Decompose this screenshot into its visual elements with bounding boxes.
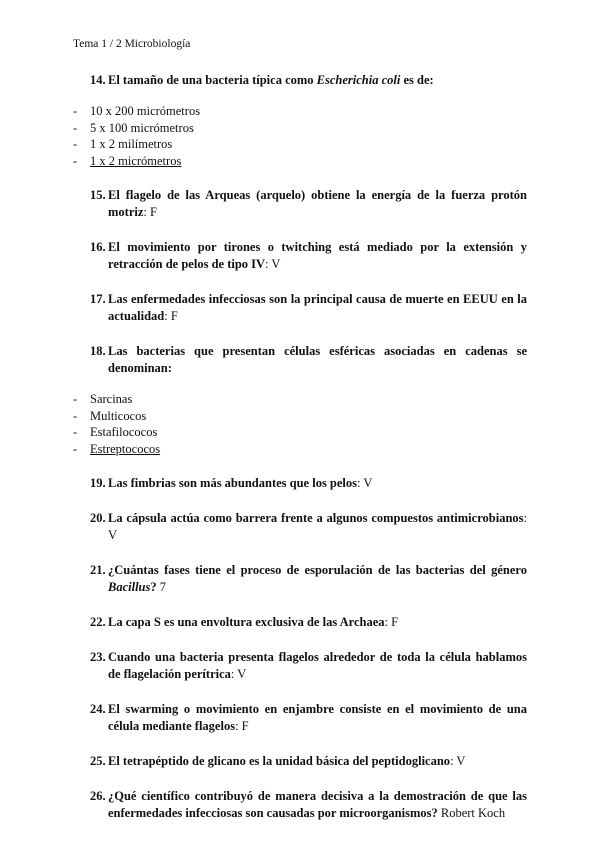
option-item (73, 424, 527, 441)
question-text (108, 344, 527, 375)
question-body (108, 343, 527, 377)
question-text (108, 240, 527, 271)
question-item (90, 701, 527, 735)
question-text (108, 511, 524, 525)
question-italic-term: Escherichia coli (316, 73, 401, 87)
question-text-part: La capa S es una envoltura exclusiva de las Archaea (108, 615, 385, 629)
page-header: Tema 1 / 2 Microbiología (73, 38, 191, 50)
question-text-part: Cuando una bacteria presenta flagelos alrededor de toda la célula hablamos de flagelación perítrica (108, 650, 527, 681)
option-label: Multicocos (90, 408, 147, 423)
question-text-part: ? (150, 580, 157, 594)
question-text-part: ¿Qué científico contribuyó de manera decisiva a la demostración de que las enfermedades infecciosas son causadas por microorganismos? (108, 789, 527, 820)
question-answer: : F (235, 719, 249, 733)
option-label: Sarcinas (90, 392, 133, 406)
question-body (108, 614, 527, 631)
correct-option-label: 1 x 2 micrómetros (90, 153, 182, 168)
option-label: Estafilococos (90, 425, 158, 439)
question-number: 14. (90, 73, 106, 87)
question-body (108, 72, 527, 89)
question-text-part: El swarming o movimiento en enjambre consiste en el movimiento de una célula mediante flagelos (108, 702, 527, 733)
question-body (108, 475, 527, 492)
question-text-part: El tetrapéptido de glicano es la unidad básica del peptidoglicano (108, 754, 451, 768)
question-text-part: ¿Cuántas fases tiene el proceso de esporulación de las bacterias del género (108, 563, 527, 577)
option-bullet: - (73, 104, 78, 118)
question-answer: : V (450, 754, 466, 768)
question-number: 22. (90, 615, 106, 629)
question-text-part: Las fimbrias son más abundantes que los pelos (108, 476, 358, 490)
question-number: 20. (90, 511, 106, 525)
question-italic-term: Bacillus (108, 580, 151, 594)
question-text-part: El flagelo de las Arqueas (arquelo) obtiene la energía de la fuerza protón motriz (108, 188, 527, 219)
question-answer: : F (143, 205, 157, 219)
option-item (73, 120, 527, 137)
question-item (90, 510, 527, 544)
option-bullet: - (73, 153, 78, 168)
option-bullet: - (73, 392, 78, 406)
question-text (108, 754, 450, 768)
option-bullet: - (73, 441, 78, 456)
question-answer: : F (164, 309, 178, 323)
option-item (73, 136, 527, 153)
question-text-part: La cápsula actúa como barrera frente a algunos compuestos antimicrobianos (108, 511, 524, 525)
question-item (90, 343, 527, 377)
option-bullet: - (73, 120, 78, 135)
question-item (90, 649, 527, 683)
option-bullet: - (73, 425, 78, 439)
option-label: 10 x 200 micrómetros (90, 104, 201, 118)
correct-option-label: Estreptococos (90, 441, 161, 456)
option-bullet: - (73, 408, 78, 423)
question-answer: : V (265, 257, 281, 271)
question-number: 19. (90, 476, 106, 490)
question-text-part: Las bacterias que presentan células esféricas asociadas en cadenas se denominan: (108, 344, 527, 375)
question-answer: 7 (156, 580, 166, 594)
question-item (90, 291, 527, 325)
question-number: 16. (90, 240, 106, 254)
question-text (108, 702, 527, 733)
option-list (73, 391, 527, 457)
question-answer: : V (108, 511, 527, 542)
question-number: 15. (90, 188, 106, 202)
question-text-part: Las enfermedades infecciosas son la principal causa de muerte en EEUU en la actualidad (108, 292, 527, 323)
question-answer: : F (384, 615, 399, 629)
question-text (108, 563, 527, 594)
question-text (108, 650, 527, 681)
question-item (90, 72, 527, 89)
question-body (108, 753, 527, 770)
question-body (108, 187, 527, 221)
option-label: 5 x 100 micrómetros (90, 120, 194, 135)
question-item (90, 475, 527, 492)
question-text-part: es de: (400, 73, 434, 87)
question-body (108, 701, 527, 735)
question-body (108, 649, 527, 683)
question-number: 18. (90, 344, 106, 358)
question-body (108, 562, 527, 596)
option-item (73, 441, 527, 458)
question-item (90, 562, 527, 596)
question-item (90, 239, 527, 273)
question-item (90, 788, 527, 822)
question-text (108, 188, 527, 219)
option-label: 1 x 2 milímetros (90, 137, 173, 151)
question-item (90, 753, 527, 770)
option-item (73, 153, 527, 170)
question-answer: : V (357, 476, 373, 490)
question-answer: : V (230, 667, 247, 681)
option-list (73, 103, 527, 169)
question-body (108, 291, 527, 325)
question-list (73, 72, 527, 840)
question-number: 26. (90, 789, 106, 803)
option-item (73, 391, 527, 408)
question-number: 21. (90, 563, 106, 577)
question-number: 17. (90, 292, 106, 306)
question-item (90, 614, 527, 631)
question-text-part: El tamaño de una bacteria típica como (108, 73, 317, 87)
question-number: 24. (90, 702, 106, 716)
question-body (108, 788, 527, 822)
option-item (73, 103, 527, 120)
question-item (90, 187, 527, 221)
question-text-part: El movimiento por tirones o twitching está mediado por la extensión y retracción de pelos de tipo IV (108, 240, 527, 271)
question-text (108, 476, 357, 490)
option-item (73, 408, 527, 425)
question-text (108, 73, 434, 87)
question-body (108, 239, 527, 273)
question-number: 25. (90, 754, 106, 768)
question-body (108, 510, 527, 544)
question-text (108, 615, 385, 629)
option-bullet: - (73, 137, 78, 151)
question-answer: Robert Koch (437, 806, 506, 820)
question-number: 23. (90, 650, 106, 664)
